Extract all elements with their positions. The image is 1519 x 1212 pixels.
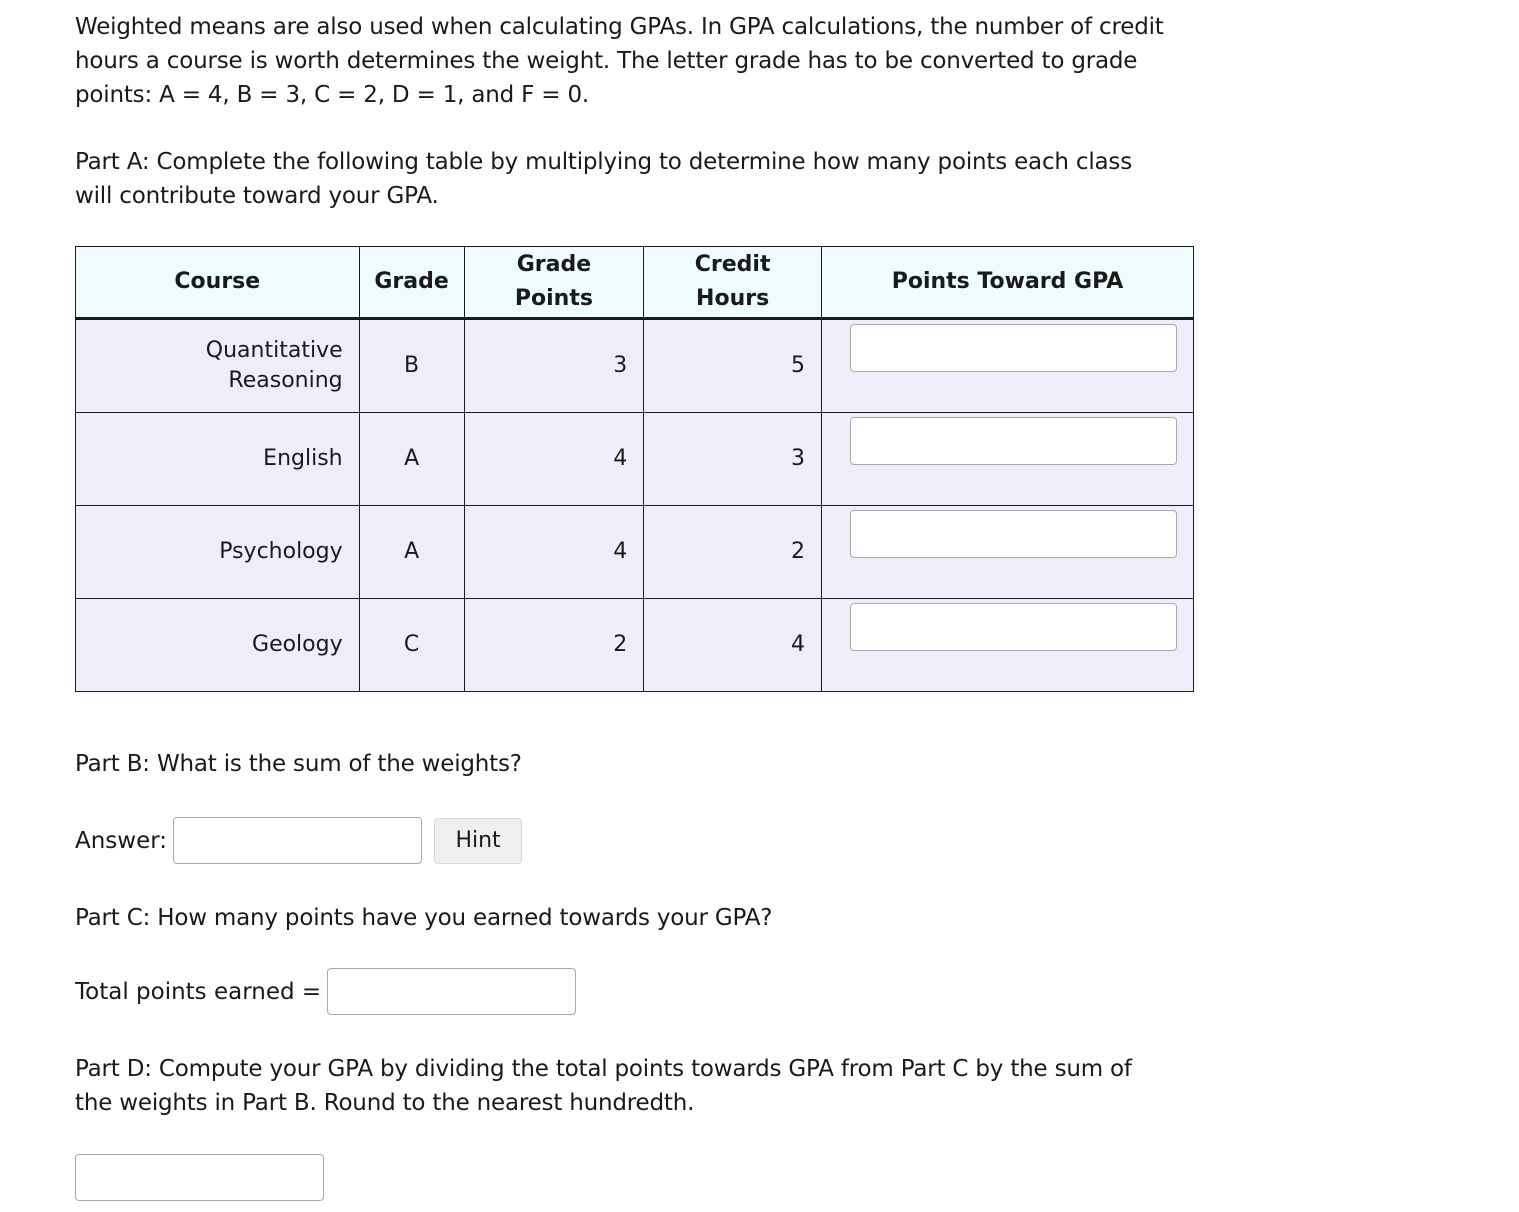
header-grade-points-line2: Points [514, 286, 593, 311]
grade-points-cell: 4 [464, 413, 644, 506]
course-cell [76, 319, 360, 413]
points-toward-gpa-input[interactable] [850, 417, 1177, 465]
part-c-answer-row [75, 968, 576, 1015]
intro-paragraph: Weighted means are also used when calculating GPAs. In GPA calculations, the number of credit hours a course is worth determines the weight. The letter grade has to be converted to grade points: A = 4, B = 3, C = 2, D = 1, and F = 0. [75, 14, 1164, 108]
credit-hours-cell: 4 [644, 599, 822, 692]
part-d-prompt: Part D: Compute your GPA by dividing the total points towards GPA from Part C by the sum of the weights in Part B. Round to the nearest hundredth. [75, 1056, 1132, 1116]
header-grade: Grade [359, 247, 464, 319]
points-toward-gpa-cell [821, 599, 1193, 692]
header-grade-points-line1: Grade [516, 252, 592, 277]
grade-cell: C [359, 599, 464, 692]
answer-label: Answer: [75, 827, 168, 854]
part-c-prompt: Part C: How many points have you earned towards your GPA? [75, 905, 773, 931]
points-toward-gpa-input[interactable] [850, 324, 1177, 372]
grade-cell: A [359, 506, 464, 599]
course-name-line1: Psychology [219, 539, 343, 564]
table-row [76, 506, 1194, 599]
total-points-label: Total points earned = [75, 978, 322, 1005]
header-course: Course [76, 247, 360, 319]
points-toward-gpa-cell [821, 506, 1193, 599]
course-name-line2: Reasoning [228, 368, 343, 393]
hint-button[interactable]: Hint [434, 818, 522, 864]
course-name-line1: Geology [252, 632, 343, 657]
course-name-line1: English [263, 446, 343, 471]
header-credit-hours-line2: Hours [696, 286, 770, 311]
grade-points-cell: 2 [464, 599, 644, 692]
header-credit-hours-line1: Credit [694, 252, 771, 277]
course-cell [76, 413, 360, 506]
table-row [76, 599, 1194, 692]
table-header-row [76, 247, 1194, 319]
table-row [76, 413, 1194, 506]
part-b-prompt: Part B: What is the sum of the weights? [75, 751, 522, 777]
gpa-table [75, 246, 1194, 692]
points-toward-gpa-input[interactable] [850, 510, 1177, 558]
table-row [76, 319, 1194, 413]
course-name-line1: Quantitative [205, 338, 343, 363]
header-credit-hours [644, 247, 822, 319]
credit-hours-cell: 3 [644, 413, 822, 506]
gpa-input[interactable] [75, 1154, 324, 1201]
grade-cell: B [359, 319, 464, 413]
credit-hours-cell: 2 [644, 506, 822, 599]
points-toward-gpa-input[interactable] [850, 603, 1177, 651]
total-points-input[interactable] [327, 968, 576, 1015]
header-points-toward-gpa: Points Toward GPA [821, 247, 1193, 319]
points-toward-gpa-cell [821, 319, 1193, 413]
grade-cell: A [359, 413, 464, 506]
credit-hours-cell: 5 [644, 319, 822, 413]
sum-of-weights-input[interactable] [173, 817, 422, 864]
grade-points-cell: 3 [464, 319, 644, 413]
course-cell [76, 599, 360, 692]
part-b-answer-row [75, 817, 522, 864]
points-toward-gpa-cell [821, 413, 1193, 506]
grade-points-cell: 4 [464, 506, 644, 599]
part-a-prompt: Part A: Complete the following table by multiplying to determine how many points each class will contribute toward your GPA. [75, 149, 1132, 209]
header-grade-points [464, 247, 644, 319]
course-cell [76, 506, 360, 599]
